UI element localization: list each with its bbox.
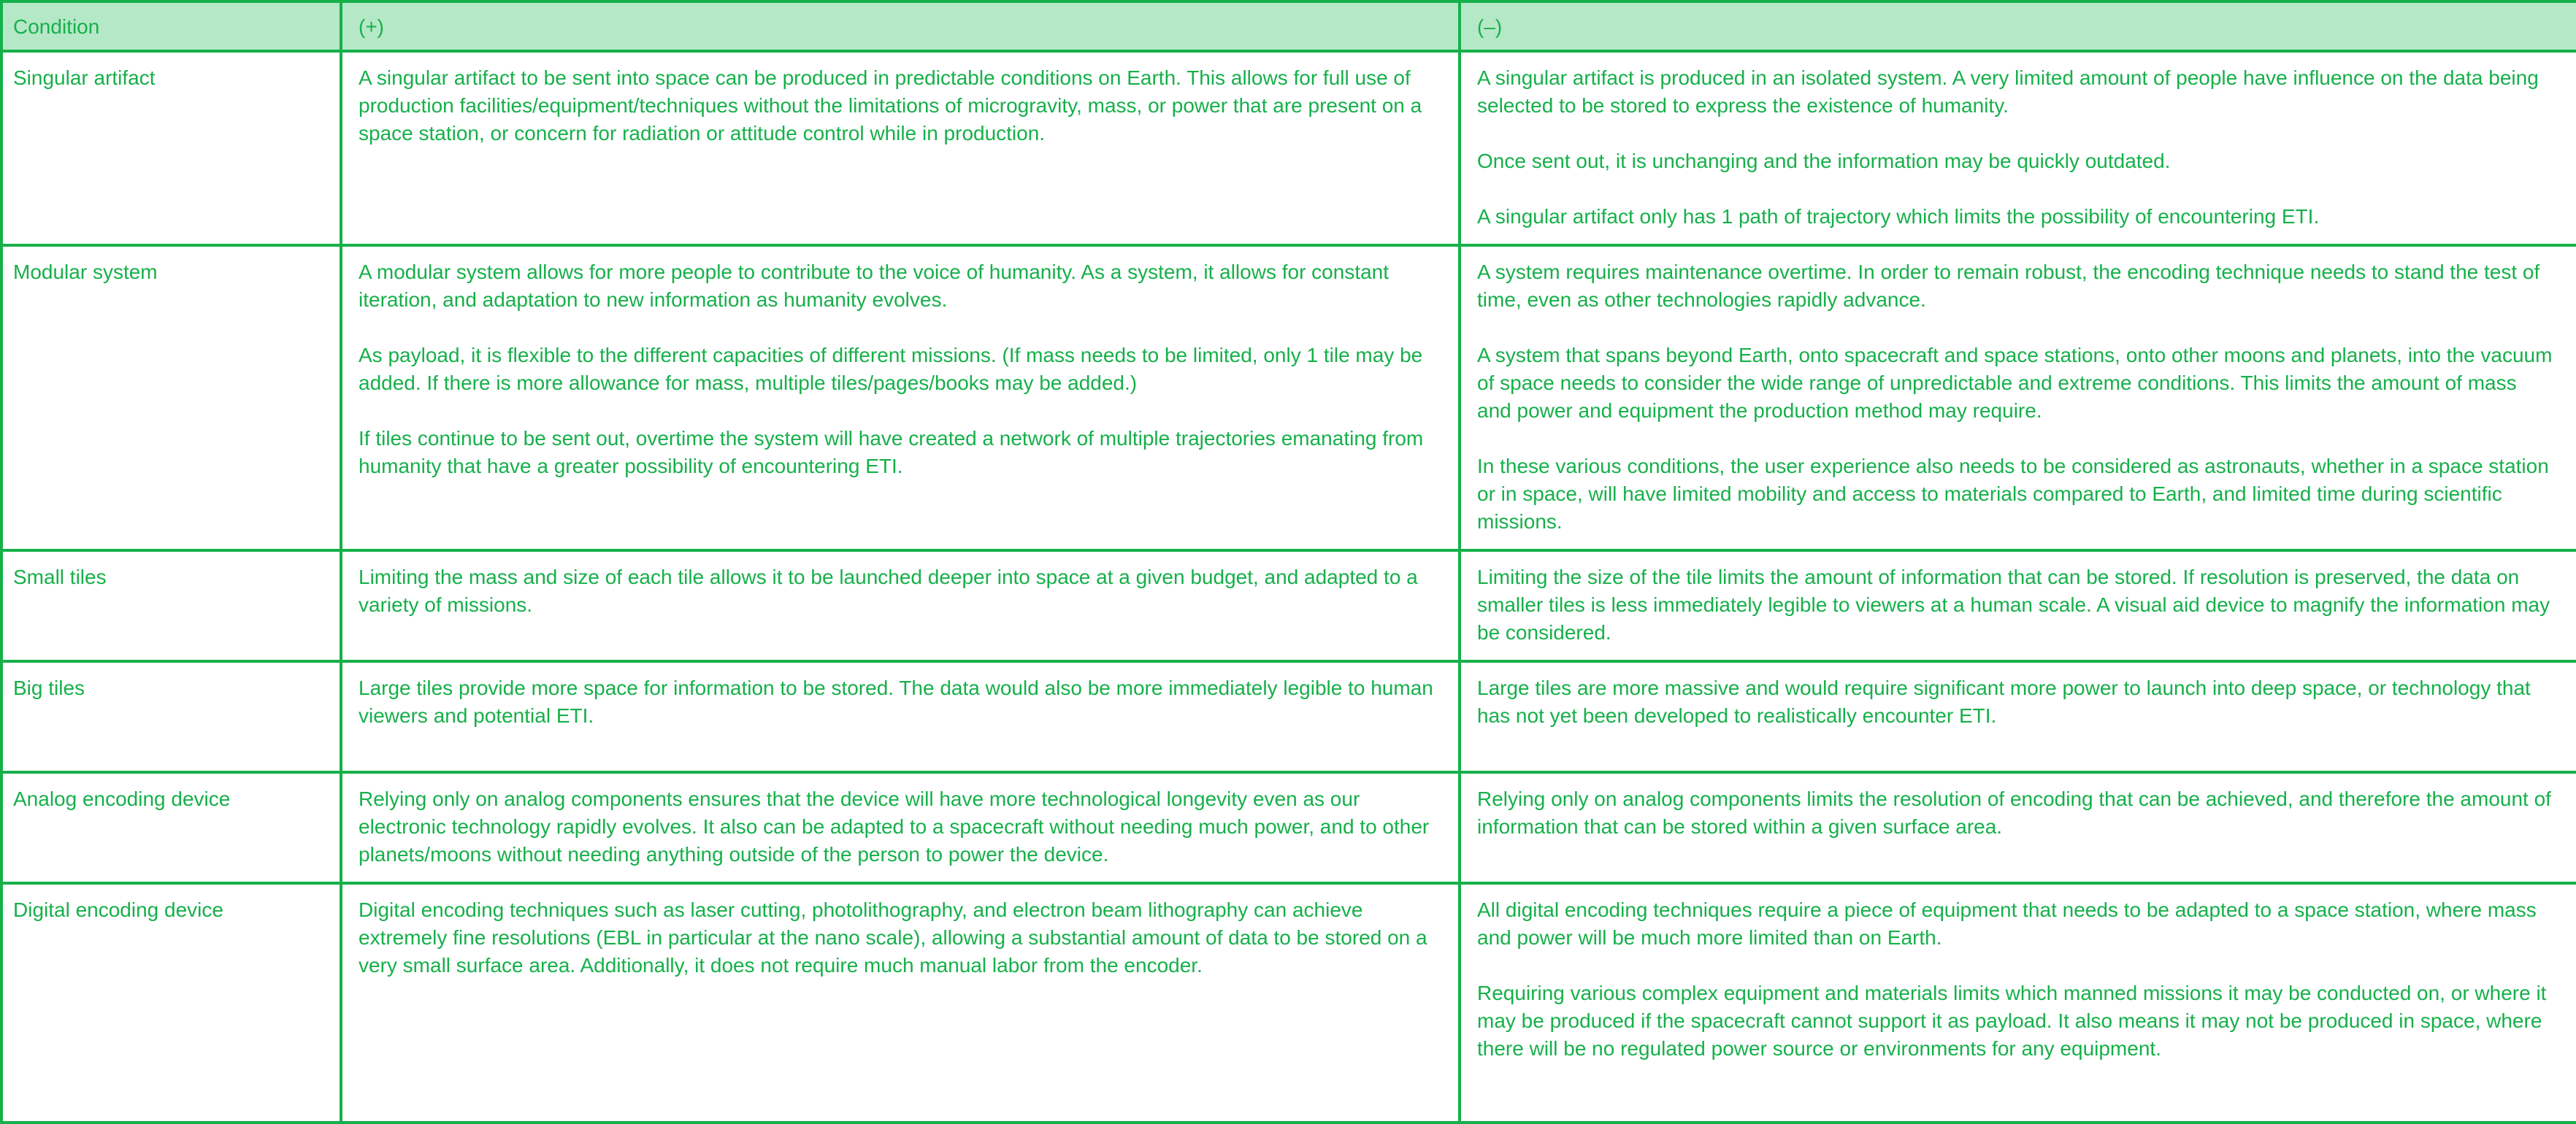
negative-paragraph: Requiring various complex equipment and materials limits which manned missions it may be conducted on, or where it may be produced if the spacecraft cannot support it as payload. It also means it may not be produced in space, where there will be no regulated power source or environments for any equipment. <box>1477 982 2547 1060</box>
negative-cell <box>1460 772 2576 883</box>
negative-cell <box>1460 51 2576 245</box>
positive-paragraph: Digital encoding techniques such as laser cutting, photolithography, and electron beam lithography can achieve extremely fine resolutions (EBL in particular at the nano scale), allowing a substantial amount of data to be stored on a very small surface area. Additionally, it does not require much manual labor from the encoder. <box>359 898 1427 977</box>
condition-cell: Small tiles <box>1 550 341 661</box>
header-condition: Condition <box>1 1 341 51</box>
negative-paragraph: Relying only on analog components limits the resolution of encoding that can be achieved, and therefore the amount of information that can be stored within a given surface area. <box>1477 788 2551 838</box>
table-row <box>1 245 2576 550</box>
header-negative: (–) <box>1460 1 2576 51</box>
negative-paragraph: Once sent out, it is unchanging and the information may be quickly outdated. <box>1477 150 2171 172</box>
table-row <box>1 661 2576 772</box>
negative-cell <box>1460 883 2576 1123</box>
positive-cell <box>341 661 1460 772</box>
negative-paragraph: A system requires maintenance overtime. In order to remain robust, the encoding technique needs to stand the test of time, even as other technologies rapidly advance. <box>1477 261 2540 311</box>
positive-paragraph: If tiles continue to be sent out, overtime the system will have created a network of multiple trajectories emanating from humanity that have a greater possibility of encountering ETI. <box>359 427 1424 477</box>
positive-cell <box>341 51 1460 245</box>
table-row <box>1 772 2576 883</box>
condition-cell: Analog encoding device <box>1 772 341 883</box>
positive-paragraph: Relying only on analog components ensures that the device will have more technological longevity even as our electronic technology rapidly evolves. It also can be adapted to a spacecraft without needing much power, and to other planets/moons without needing anything outside of the person to power the device. <box>359 788 1430 866</box>
positive-cell <box>341 772 1460 883</box>
negative-paragraph: A singular artifact only has 1 path of trajectory which limits the possibility of encountering ETI. <box>1477 205 2320 228</box>
positive-paragraph: A modular system allows for more people to contribute to the voice of humanity. As a system, it allows for constant iteration, and adaptation to new information as humanity evolves. <box>359 261 1389 311</box>
negative-cell <box>1460 245 2576 550</box>
header-row <box>1 1 2576 51</box>
negative-cell <box>1460 661 2576 772</box>
table-row <box>1 51 2576 245</box>
table-row <box>1 550 2576 661</box>
positive-cell <box>341 550 1460 661</box>
negative-paragraph: All digital encoding techniques require a piece of equipment that needs to be adapted to a space station, where mass and power will be much more limited than on Earth. <box>1477 898 2537 949</box>
condition-cell: Digital encoding device <box>1 883 341 1123</box>
condition-cell: Big tiles <box>1 661 341 772</box>
condition-cell: Singular artifact <box>1 51 341 245</box>
negative-paragraph: In these various conditions, the user experience also needs to be considered as astronauts, whether in a space station or in space, will have limited mobility and access to materials compared to Earth, and limited time during scientific missions. <box>1477 455 2549 533</box>
table-row <box>1 883 2576 1123</box>
condition-cell: Modular system <box>1 245 341 550</box>
positive-cell <box>341 883 1460 1123</box>
negative-paragraph: A system that spans beyond Earth, onto spacecraft and space stations, onto other moons and planets, into the vacuum of space needs to consider the wide range of unpredictable and extreme conditions. This limits the amount of mass and power and equipment the production method may require. <box>1477 344 2553 422</box>
negative-paragraph: Limiting the size of the tile limits the amount of information that can be stored. If resolution is preserved, the data on smaller tiles is less immediately legible to viewers at a human scale. A visual aid device to magnify the information may be considered. <box>1477 566 2550 644</box>
positive-paragraph: As payload, it is flexible to the different capacities of different missions. (If mass needs to be limited, only 1 tile may be added. If there is more allowance for mass, multiple tiles/pages/books may be added.) <box>359 344 1423 394</box>
negative-paragraph: Large tiles are more massive and would require significant more power to launch into deep space, or technology that has not yet been developed to realistically encounter ETI. <box>1477 677 2531 727</box>
header-positive: (+) <box>341 1 1460 51</box>
negative-paragraph: A singular artifact is produced in an isolated system. A very limited amount of people have influence on the data being selected to be stored to express the existence of humanity. <box>1477 66 2539 117</box>
positive-paragraph: Limiting the mass and size of each tile allows it to be launched deeper into space at a given budget, and adapted to a variety of missions. <box>359 566 1418 616</box>
positive-paragraph: Large tiles provide more space for information to be stored. The data would also be more immediately legible to human viewers and potential ETI. <box>359 677 1433 727</box>
positive-paragraph: A singular artifact to be sent into space can be produced in predictable conditions on Earth. This allows for full use of production facilities/equipment/techniques without the limitations of microgravity, mass, or power that are present on a space station, or concern for radiation or attitude control while in production. <box>359 66 1422 145</box>
positive-cell <box>341 245 1460 550</box>
negative-cell <box>1460 550 2576 661</box>
